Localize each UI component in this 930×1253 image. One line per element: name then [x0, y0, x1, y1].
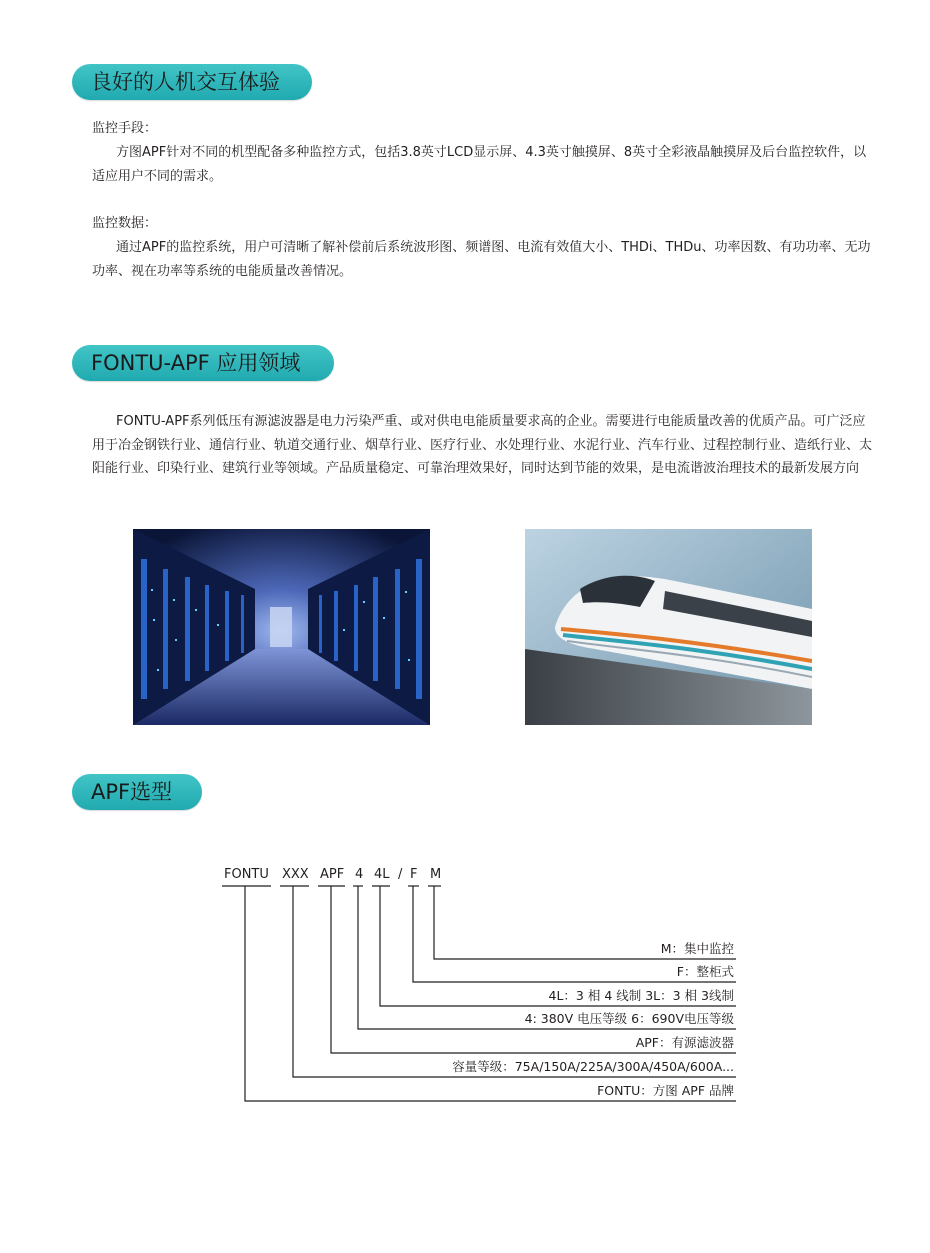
section-title-selection: APF选型	[72, 774, 202, 810]
code-fontu: FONTU	[224, 867, 269, 882]
code-capacity: XXX	[282, 867, 309, 882]
legend-voltage: 4: 380V 电压等级 6：690V电压等级	[524, 1011, 734, 1026]
legend-cabinet: F：整柜式	[676, 964, 734, 979]
legend-capacity: 容量等级：75A/150A/225A/300A/450A/600A...	[452, 1059, 734, 1074]
legend-wiring: 4L：3 相 4 线制 3L：3 相 3线制	[548, 988, 734, 1003]
legend-monitor: M：集中监控	[660, 941, 734, 956]
code-slash: /	[398, 867, 403, 882]
legend-apf: APF：有源滤波器	[635, 1035, 734, 1050]
code-monitor: M	[430, 867, 442, 882]
code-cabinet: F	[410, 867, 418, 882]
code-apf: APF	[320, 867, 345, 882]
monitor-method-body: 方图APF针对不同的机型配备多种监控方式，包括3.8英寸LCD显示屏、4.3英寸触摸屏、8英寸全彩液晶触摸屏及后台监控软件，以适应用户不同的需求。	[92, 145, 867, 184]
monitor-data-body: 通过APF的监控系统，用户可清晰了解补偿前后系统波形图、频谱图、电流有效值大小、THDi、THDu、功率因数、有功功率、无功功率、视在功率等系统的电能质量改善情况。	[92, 240, 871, 279]
monitor-method-heading: 监控手段：	[92, 121, 158, 136]
application-body: FONTU-APF系列低压有源滤波器是电力污染严重、或对供电电能质量要求高的企业。需要进行电能质量改善的优质产品。可广泛应用于冶金钢铁行业、通信行业、轨道交通行业、烟草行业、医疗行业、水处理行业、水泥行业、汽车行业、过程控制行业、造纸行业、太阳能行业、印染行业、建筑行业等领域。产品质量稳定、可靠治理效果好，同时达到节能的效果，是电流谐波治理技术的最新发展方向	[92, 414, 873, 476]
monitor-data-heading: 监控数据：	[92, 216, 158, 231]
section-title-hmi: 良好的人机交互体验	[72, 64, 312, 100]
legend-brand: FONTU：方图 APF 品牌	[597, 1083, 734, 1098]
section-title-application: FONTU-APF 应用领域	[72, 345, 334, 381]
code-voltage: 4	[355, 867, 364, 882]
code-wiring: 4L	[374, 867, 390, 882]
